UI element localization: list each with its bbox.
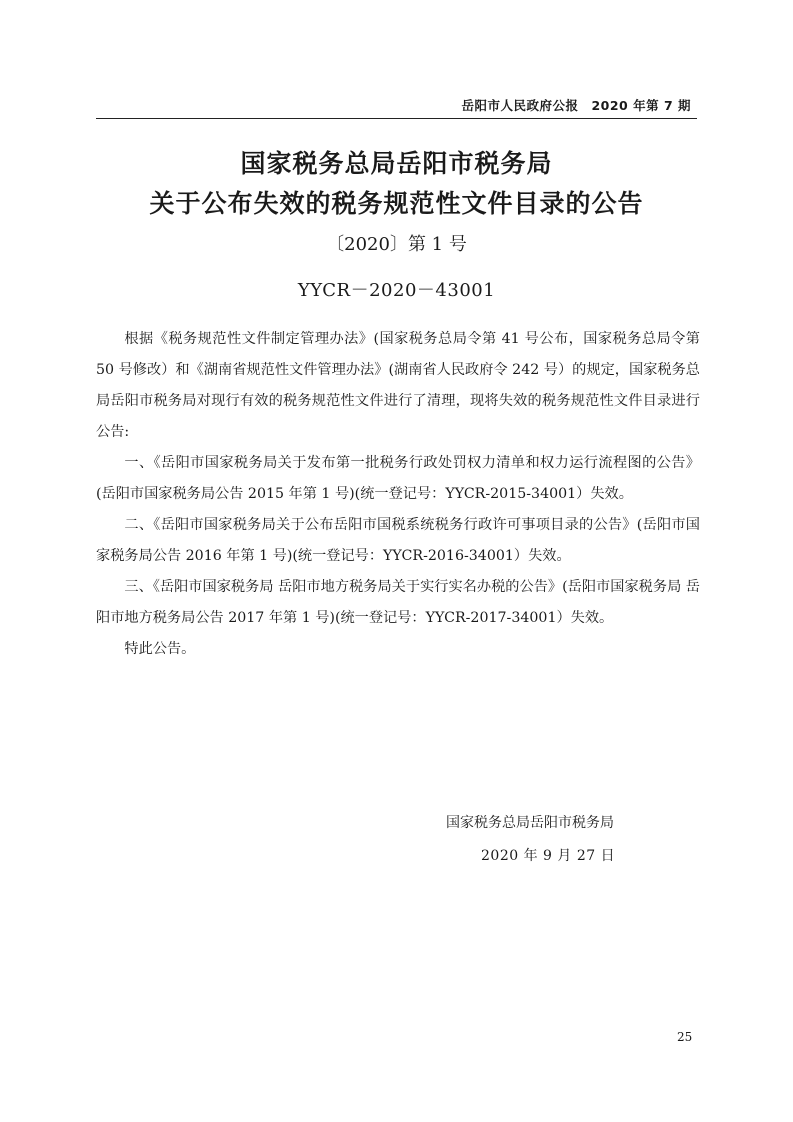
register-code: YYCR－2020－43001: [297, 280, 496, 301]
paragraph-item-1: 一、《岳阳市国家税务局关于发布第一批税务行政处罚权力清单和权力运行流程图的公告》(岳阳市国家税务局公告 2015 年第 1 号)(统一登记号：YYCR-2015-34001）失效。: [96, 455, 700, 502]
document-number: 〔2020〕第 1 号: [326, 234, 467, 255]
body-text: [96, 324, 700, 665]
page-number: 25: [677, 1030, 693, 1044]
page-header: [96, 96, 697, 119]
title-line-2: 关于公布失效的税务规范性文件目录的公告: [149, 189, 644, 218]
signature-date: 2020 年 9 月 27 日: [481, 848, 616, 864]
title-line-1: 国家税务总局岳阳市税务局: [240, 149, 553, 178]
header-publication-info: 岳阳市人民政府公报 2020 年第 7 期: [461, 98, 691, 113]
paragraph-item-3: 三、《岳阳市国家税务局 岳阳市地方税务局关于实行实名办税的公告》(岳阳市国家税务局 岳阳市地方税务局公告 2017 年第 1 号)(统一登记号：YYCR-2017-34001）失效。: [96, 579, 700, 626]
paragraph-intro: 根据《税务规范性文件制定管理办法》(国家税务总局令第 41 号公布，国家税务总局令第 50 号修改）和《湖南省规范性文件管理办法》(湖南省人民政府令 242 号）的规定，国家税务总局岳阳市税务局对现行有效的税务规范性文件进行了清理，现将失效的税务规范性文件目录进行公告:: [96, 331, 700, 440]
paragraph-item-2: 二、《岳阳市国家税务局关于公布岳阳市国税系统税务行政许可事项目录的公告》(岳阳市国家税务局公告 2016 年第 1 号)(统一登记号：YYCR-2016-34001）失效。: [96, 517, 700, 564]
signature-organization: 国家税务总局岳阳市税务局: [446, 815, 614, 831]
paragraph-closing: 特此公告。: [124, 641, 196, 657]
